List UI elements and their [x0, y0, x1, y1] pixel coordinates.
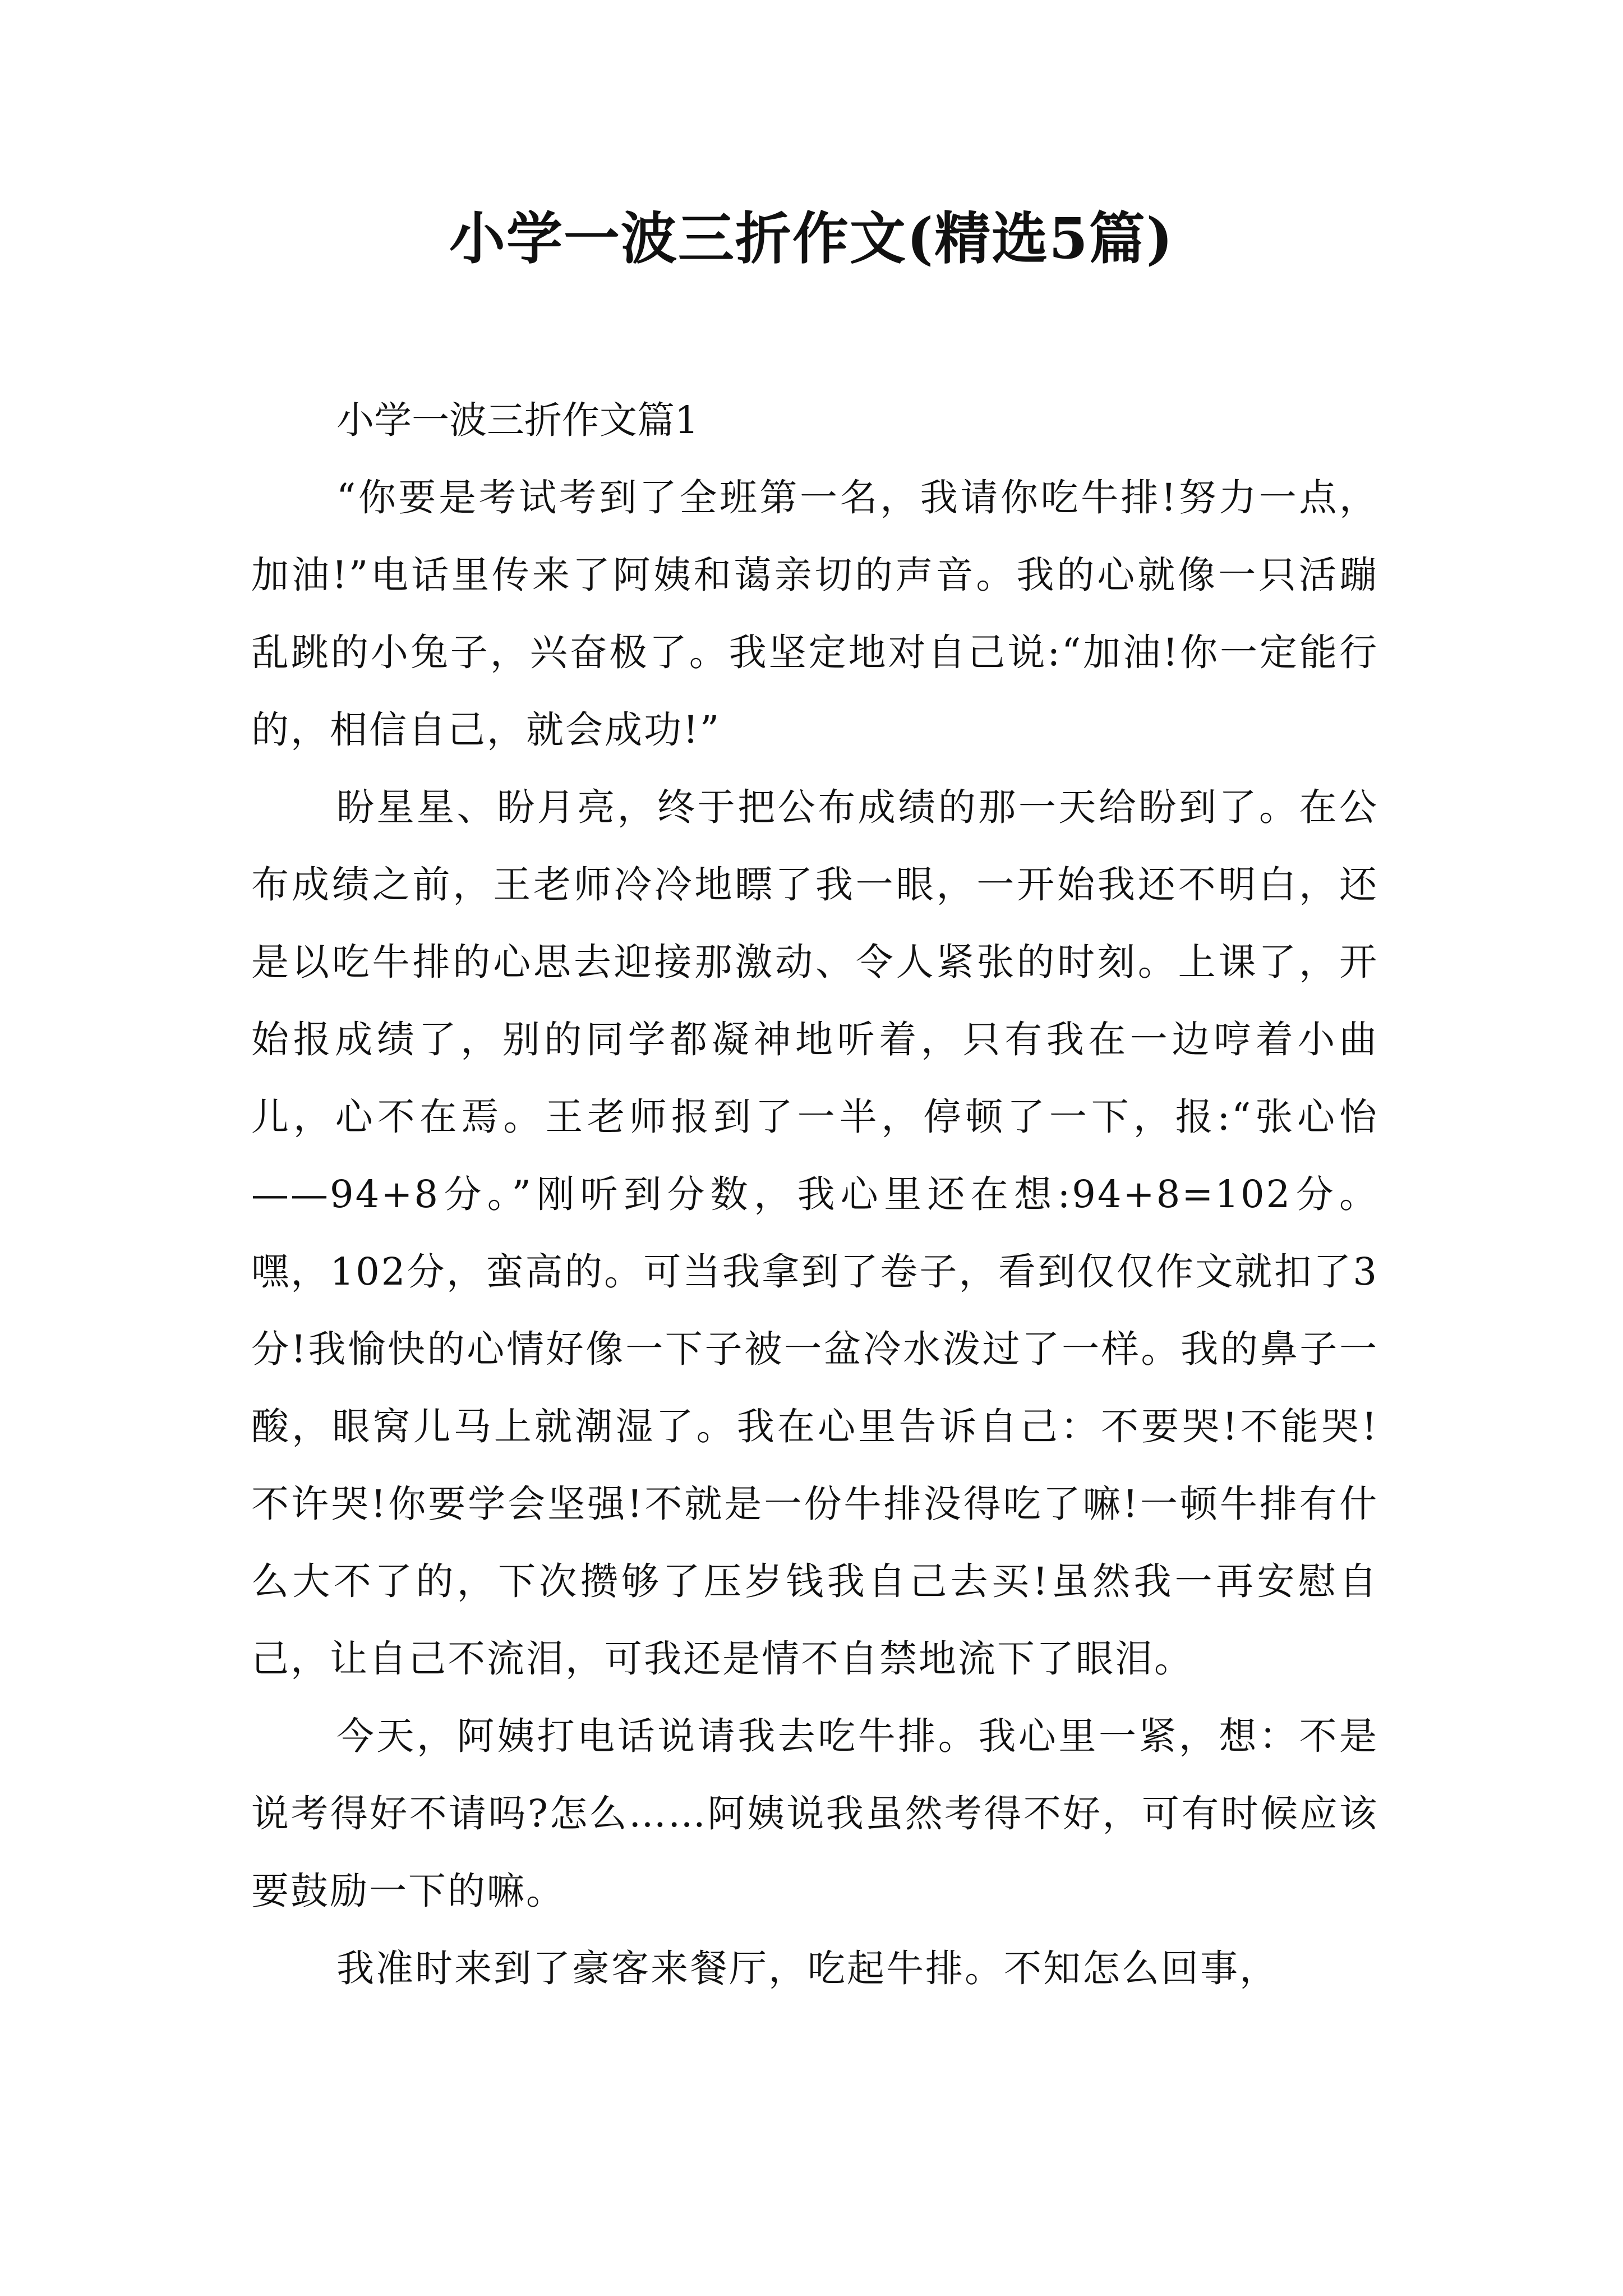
article-body — [251, 381, 1378, 2007]
section-heading: 小学一波三折作文篇1 — [336, 398, 699, 442]
paragraph-2: 盼星星、盼月亮，终于把公布成绩的那一天给盼到了。在公布成绩之前，王老师冷冷地瞟了我一眼，一开始我还不明白，还是以吃牛排的心思去迎接那激动、令人紧张的时刻。上课了，开始报成绩了，别的同学都凝神地听着，只有我在一边哼着小曲儿，心不在焉。王老师报到了一半，停顿了一下，报:“张心怡——94+8分。”刚听到分数，我心里还在想:94+8=102分。嘿，102分，蛮高的。可当我拿到了卷子，看到仅仅作文就扣了3分!我愉快的心情好像一下子被一盆冷水泼过了一样。我的鼻子一酸，眼窝儿马上就潮湿了。我在心里告诉自己：不要哭!不能哭!不许哭!你要学会坚强!不就是一份牛排没得吃了嘛!一顿牛排有什么大不了的，下次攒够了压岁钱我自己去买!虽然我一再安慰自己，让自己不流泪，可我还是情不自禁地流下了眼泪。 — [251, 785, 1378, 1681]
paragraph-4: 我准时来到了豪客来餐厅，吃起牛排。不知怎么回事， — [336, 1947, 1279, 1990]
paragraph-3: 今天，阿姨打电话说请我去吃牛排。我心里一紧，想：不是说考得好不请吗?怎么……阿姨说我虽然考得不好，可有时候应该要鼓励一下的嘛。 — [251, 1714, 1378, 1913]
paragraph-1: “你要是考试考到了全班第一名，我请你吃牛排!努力一点，加油!”电话里传来了阿姨和蔼亲切的声音。我的心就像一只活蹦乱跳的小兔子，兴奋极了。我坚定地对自己说:“加油!你一定能行的，相信自己，就会成功!” — [251, 476, 1378, 752]
document-title: 小学一波三折作文(精选5篇) — [449, 205, 1174, 272]
